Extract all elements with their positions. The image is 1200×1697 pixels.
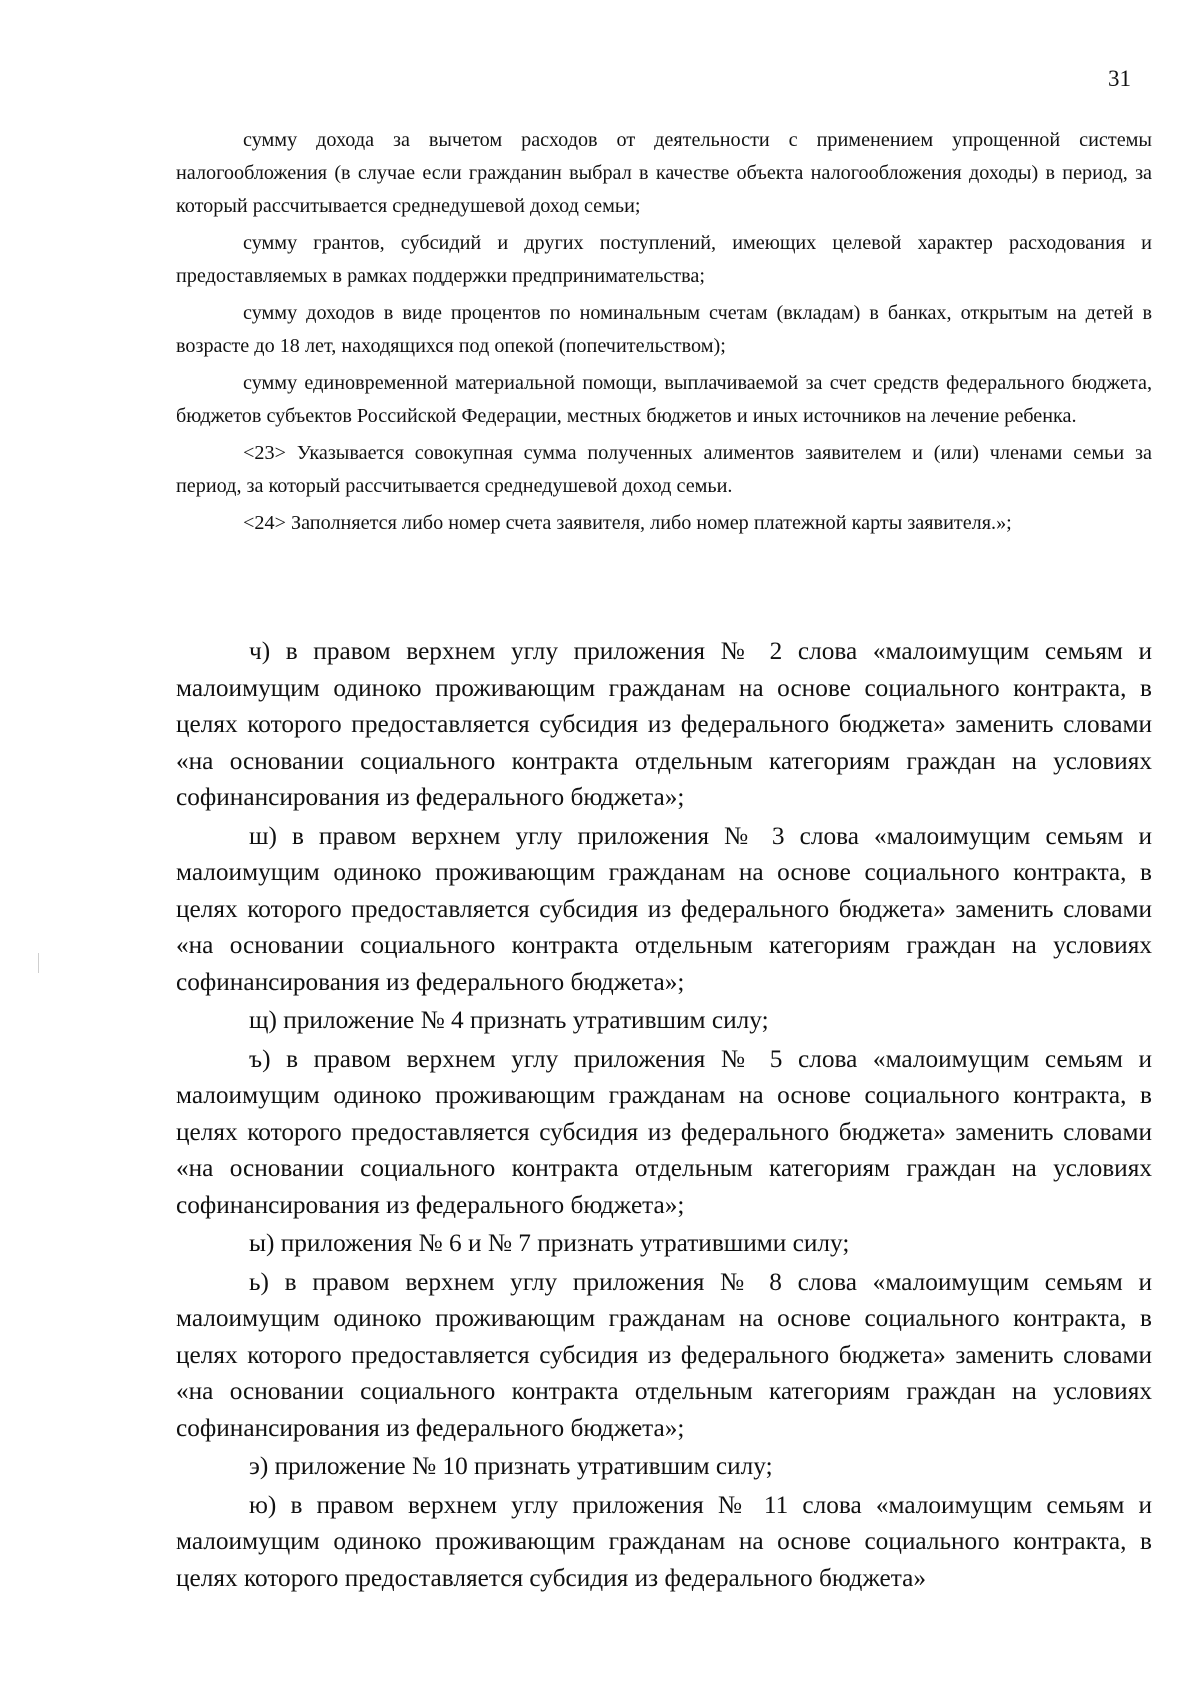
footnote-23: <23> Указывается совокупная сумма полученных алиментов заявителем и (или) членами семьи за период, за который рассчитывается среднедушевой доход семьи.: [176, 442, 1152, 497]
amendment-paragraph: ь) в правом верхнем углу приложения № 8 слова «малоимущим семьям и малоимущим одиноко проживающим гражданам на основе социального контракта, в целях которого предоставляется субсидия из федерального бюджета» заменить словами «на основании социального контракта отдельным категориям граждан на условиях софинансирования из федерального бюджета»;: [176, 1267, 1152, 1442]
footnote-paragraph: сумму доходов в виде процентов по номинальным счетам (вкладам) в банках, открытым на детей в возрасте до 18 лет, находящихся под опекой (попечительством);: [176, 302, 1152, 357]
amendment-paragraph: ч) в правом верхнем углу приложения № 2 слова «малоимущим семьям и малоимущим одиноко проживающим гражданам на основе социального контракта, в целях которого предоставляется субсидия из федерального бюджета» заменить словами «на основании социального контракта отдельным категориям граждан на условиях софинансирования из федерального бюджета»;: [176, 637, 1152, 811]
amendment-paragraph: ш) в правом верхнем углу приложения № 3 слова «малоимущим семьям и малоимущим одиноко проживающим гражданам на основе социального контракта, в целях которого предоставляется субсидия из федерального бюджета» заменить словами «на основании социального контракта отдельным категориям граждан на условиях софинансирования из федерального бюджета»;: [176, 821, 1152, 996]
footnote-paragraph: сумму дохода за вычетом расходов от деятельности с применением упрощенной системы налогообложения (в случае если гражданин выбрал в качестве объекта налогообложения доходы) в период, за который рассчитывается среднедушевой доход семьи;: [176, 129, 1152, 217]
page-number: 31: [1108, 66, 1131, 91]
amendment-paragraph: ъ) в правом верхнем углу приложения № 5 слова «малоимущим семьям и малоимущим одиноко проживающим гражданам на основе социального контракта, в целях которого предоставляется субсидия из федерального бюджета» заменить словами «на основании социального контракта отдельным категориям граждан на условиях софинансирования из федерального бюджета»;: [176, 1044, 1152, 1219]
main-text-section: [176, 633, 1152, 1598]
amendment-paragraph: щ) приложение № 4 признать утратившим силу;: [249, 1006, 769, 1034]
footnote-paragraph: сумму единовременной материальной помощи, выплачиваемой за счет средств федерального бюджета, бюджетов субъектов Российской Федерации, местных бюджетов и иных источников на лечение ребенка.: [176, 372, 1152, 427]
footnote-24: <24> Заполняется либо номер счета заявителя, либо номер платежной карты заявителя.»;: [243, 512, 1012, 534]
scan-margin-mark: [38, 953, 39, 973]
footnotes-section: [176, 124, 1152, 544]
amendment-paragraph: э) приложение № 10 признать утратившим силу;: [249, 1452, 773, 1480]
amendment-paragraph: ю) в правом верхнем углу приложения № 11 слова «малоимущим семьям и малоимущим одиноко проживающим гражданам на основе социального контракта, в целях которого предоставляется субсидия из федерального бюджета»: [176, 1490, 1152, 1592]
amendment-paragraph: ы) приложения № 6 и № 7 признать утратившими силу;: [249, 1229, 850, 1257]
footnote-paragraph: сумму грантов, субсидий и других поступлений, имеющих целевой характер расходования и предоставляемых в рамках поддержки предпринимательства;: [176, 232, 1152, 287]
